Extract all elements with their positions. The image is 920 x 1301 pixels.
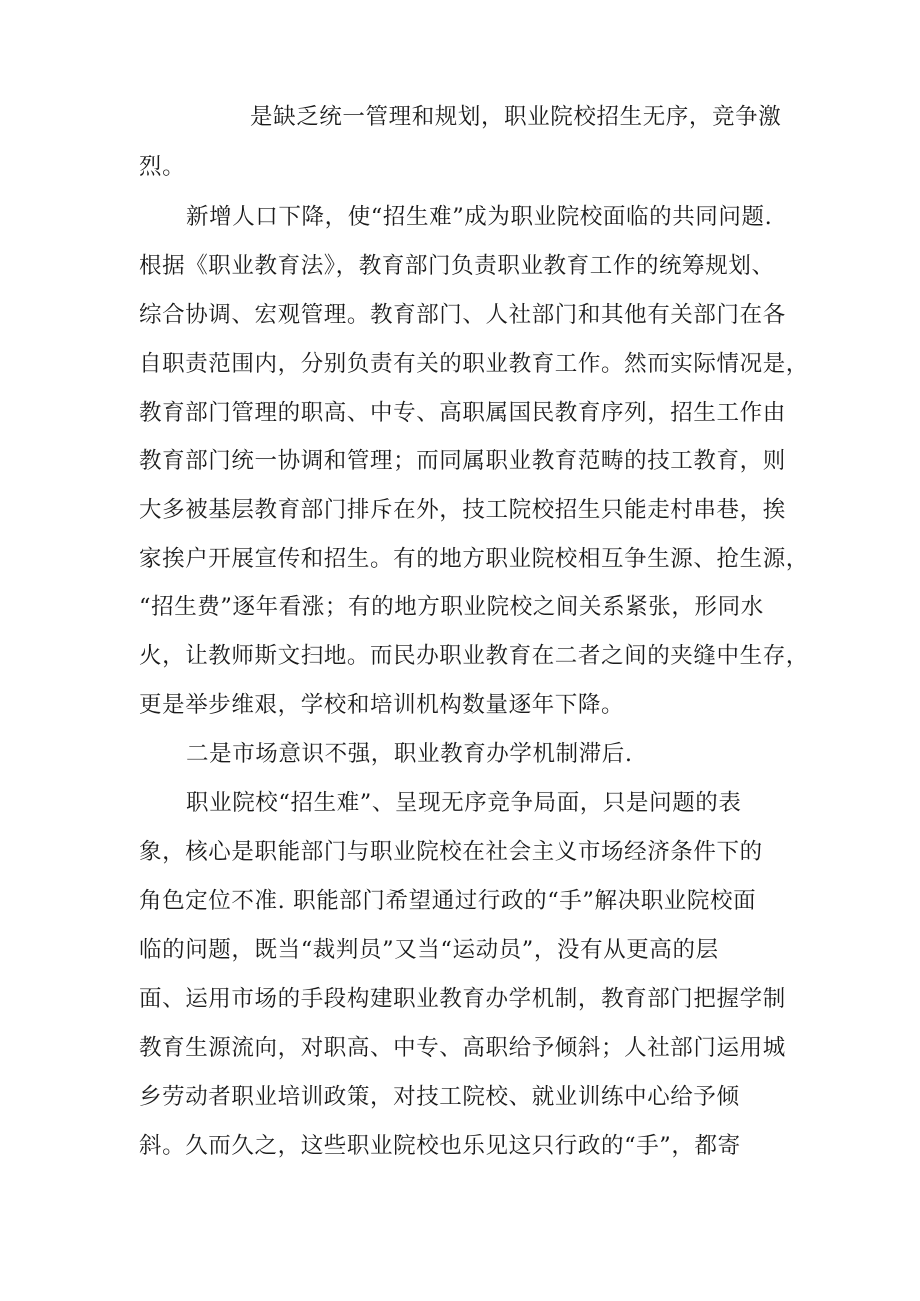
- text-line: 烈。: [139, 154, 186, 180]
- text-line: 新增人口下降，使“招生难”成为职业院校面临的共同问题.: [186, 204, 773, 230]
- text-line: 临的问题，既当“裁判员”又当“运动员”，没有从更高的层: [139, 937, 719, 963]
- text-line: 象，核心是职能部门与职业院校在社会主义市场经济条件下的: [139, 839, 763, 865]
- text-line: 乡劳动者职业培训政策，对技工院校、就业训练中心给予倾: [139, 1084, 740, 1110]
- text-line: 家挨户开展宣传和招生。有的地方职业院校相互争生源、抢生源，: [139, 546, 809, 572]
- text-line: 根据《职业教育法》，教育部门负责职业教育工作的统筹规划、: [139, 253, 775, 279]
- text-line: 角色定位不准. 职能部门希望通过行政的“手”解决职业院校面: [139, 888, 757, 914]
- text-line: 教育部门统一协调和管理；而同属职业教育范畴的技工教育，则: [139, 448, 786, 474]
- text-line: 教育生源流向，对职高、中专、高职给予倾斜；人社部门运用城: [139, 1035, 786, 1061]
- text-line: 更是举步维艰，学校和培训机构数量逐年下降。: [139, 692, 625, 718]
- text-line: 斜。久而久之，这些职业院校也乐见这只行政的“手”，都寄: [139, 1133, 741, 1159]
- text-line: 面、运用市场的手段构建职业教育办学机制，教育部门把握学制: [139, 986, 786, 1012]
- text-line: 综合协调、宏观管理。教育部门、人社部门和其他有关部门在各: [139, 302, 786, 328]
- text-line: “招生费”逐年看涨；有的地方职业院校之间关系紧张，形同水: [139, 594, 764, 620]
- text-line: 职业院校“招生难”、呈现无序竞争局面，只是问题的表: [186, 790, 742, 816]
- text-line: 是缺乏统一管理和规划，职业院校招生无序，竞争激: [250, 104, 782, 130]
- text-line: 二是市场意识不强，职业教育办学机制滞后.: [186, 741, 633, 767]
- text-line: 自职责范围内，分别负责有关的职业教育工作。然而实际情况是，: [139, 351, 809, 377]
- text-line: 教育部门管理的职高、中专、高职属国民教育序列，招生工作由: [139, 400, 786, 426]
- text-line: 大多被基层教育部门排斥在外，技工院校招生只能走村串巷，挨: [139, 497, 786, 523]
- text-line: 火，让教师斯文扫地。而民办职业教育在二者之间的夹缝中生存，: [139, 643, 809, 669]
